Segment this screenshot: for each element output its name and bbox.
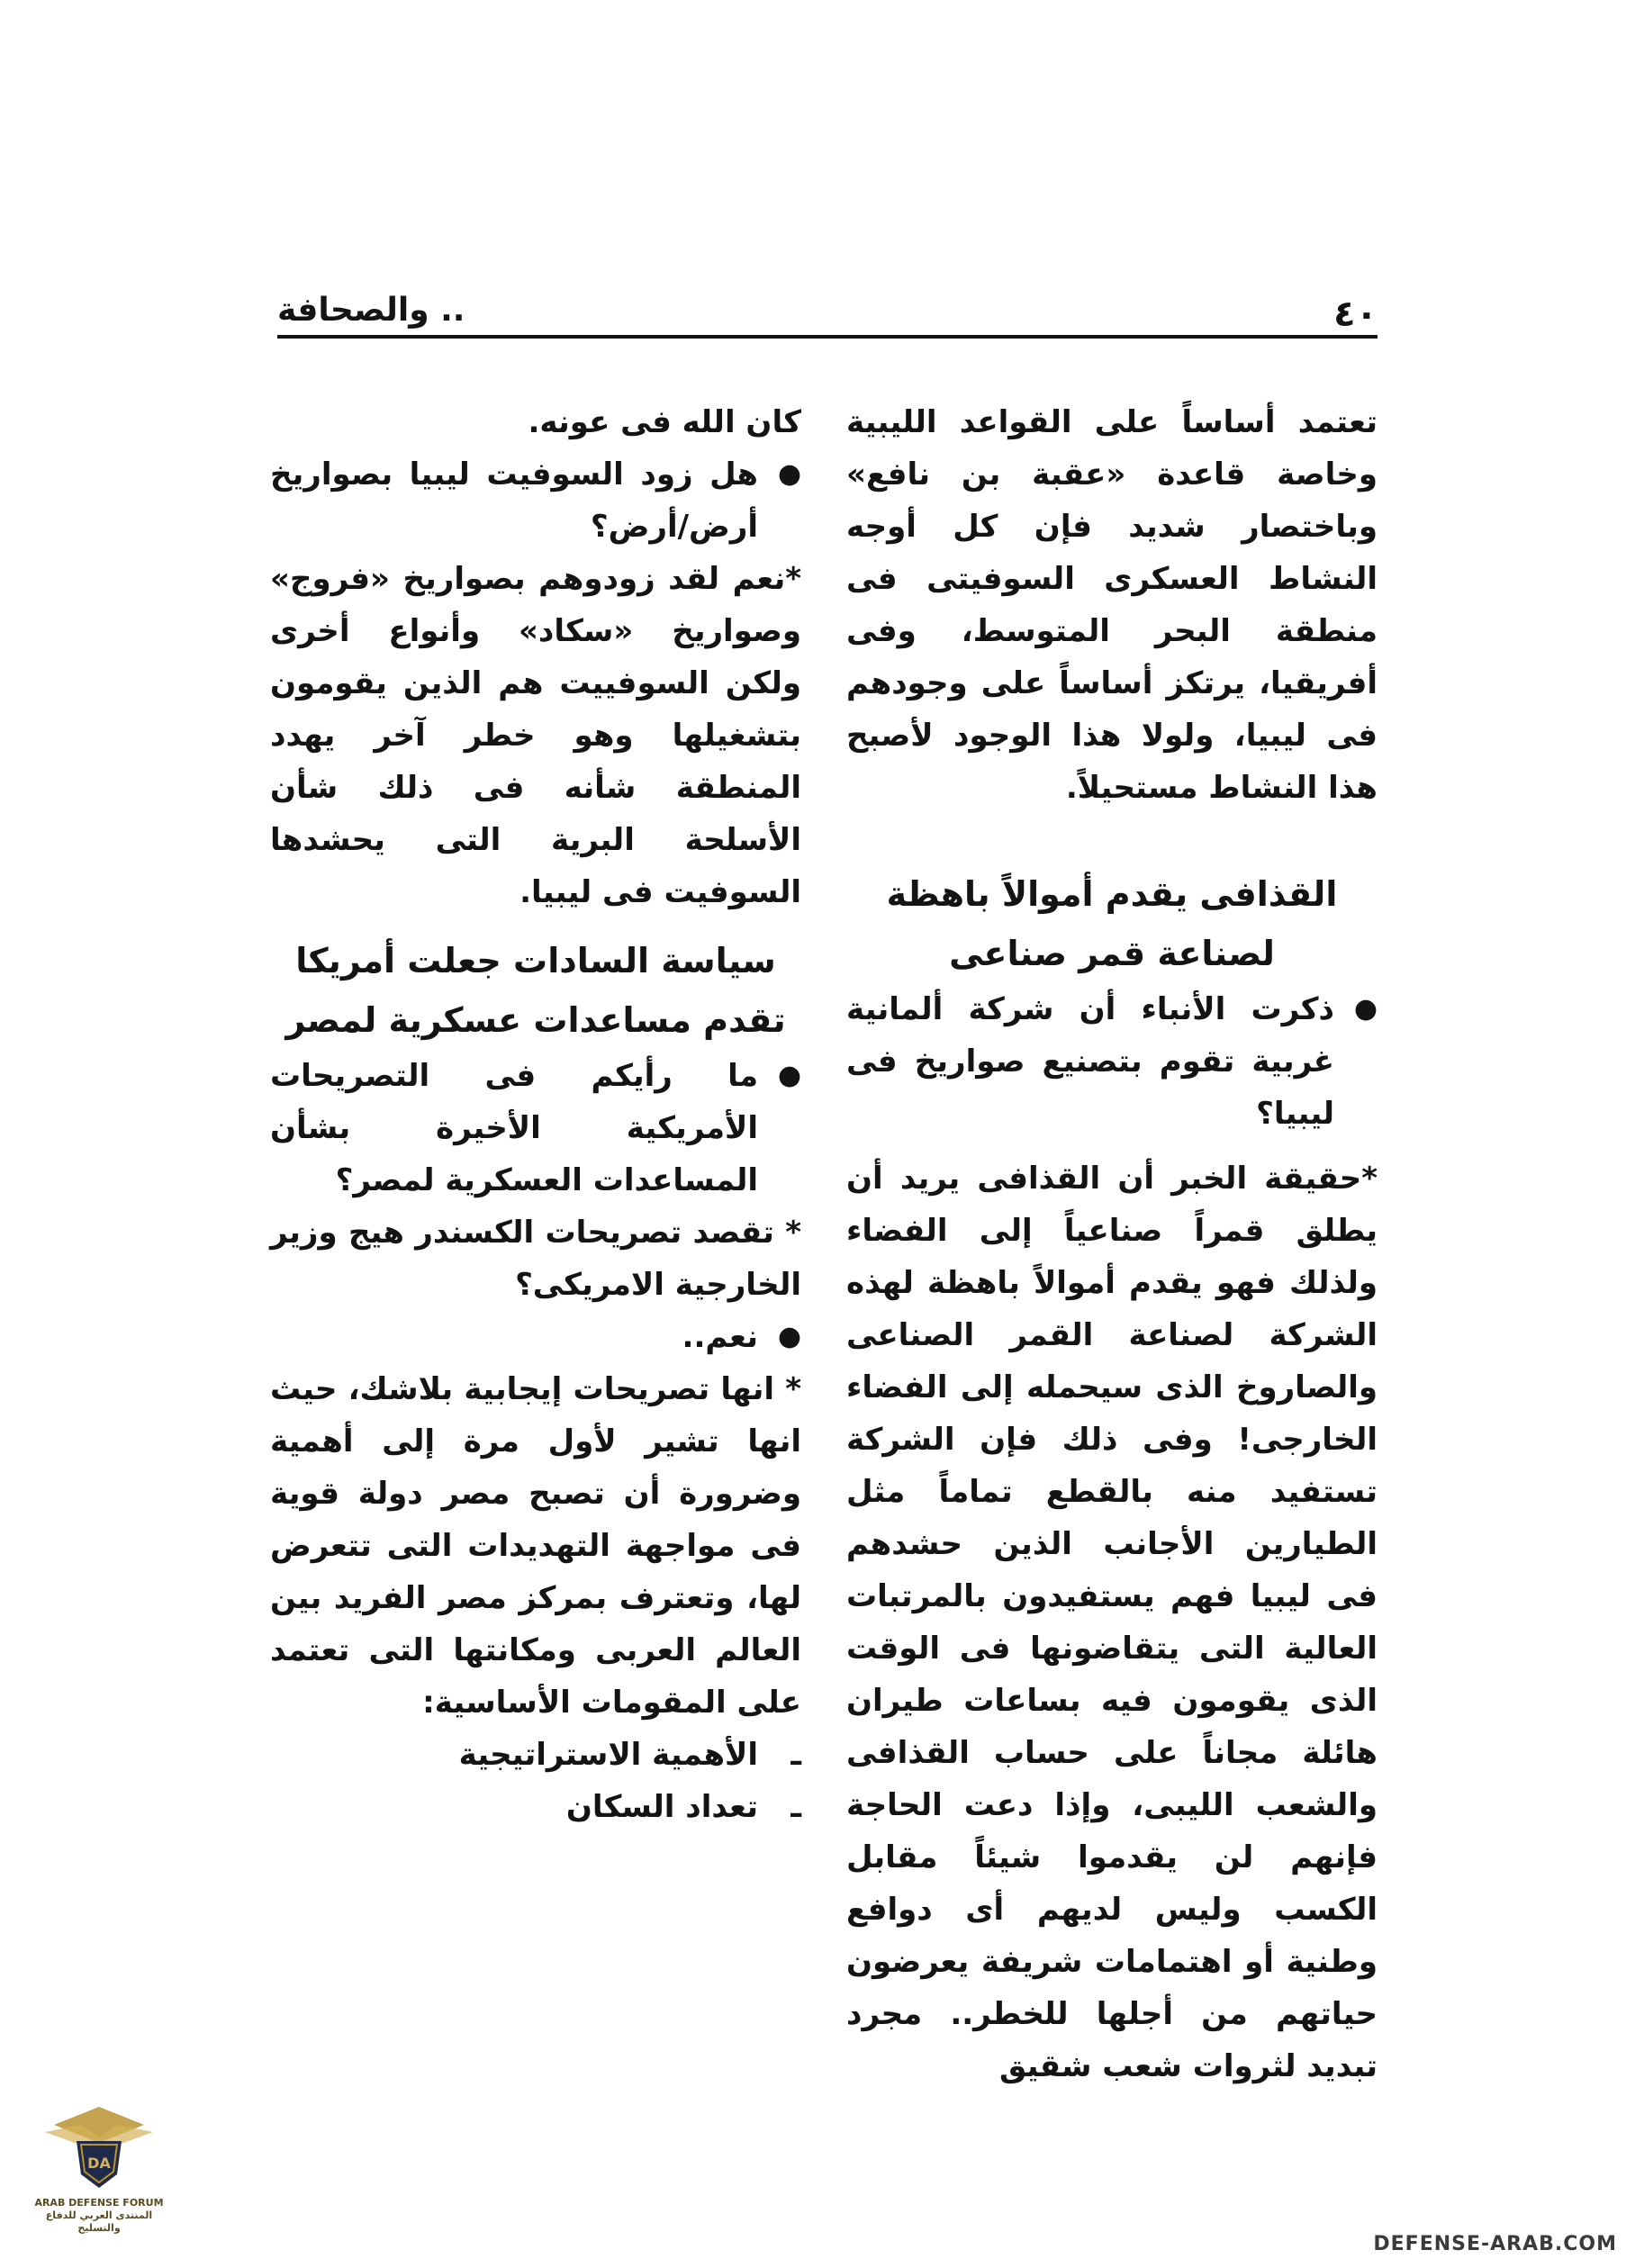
list-item bbox=[270, 1729, 801, 1781]
page-number: ٤٠ bbox=[1333, 294, 1378, 335]
left-question-1-text: هل زود السوفيت ليبيا بصواريخ أرض/أرض؟ bbox=[270, 456, 758, 545]
dash-marker: ـ bbox=[790, 1789, 801, 1825]
left-answer-3: * انها تصريحات إيجابية بلاشك، حيث انها تشير لأول مرة إلى أهمية وضرورة أن تصبح مصر دولة قوية فى مواجهة التهديدات التى تتعرض لها، وتعترف بمركز مصر الفريد بين العالم العربى ومكانتها التى تعتمد على المقومات الأساسية: bbox=[270, 1371, 801, 1721]
running-title: .. والصحافة bbox=[277, 292, 465, 329]
right-intro-paragraph: تعتمد أساساً على القواعد الليبية وخاصة قاعدة «عقبة بن نافع» وباختصار شديد فإن كل أوجه النشاط العسكرى السوفيتى فى منطقة البحر المتوسط، وفى أفريقيا، يرتكز أساساً على وجودهم فى ليبيا، ولولا هذا الوجود لأصبح هذا النشاط مستحيلاً. bbox=[846, 404, 1378, 806]
left-question-1 bbox=[270, 448, 801, 553]
left-answer-2: * تقصد تصريحات الكسندر هيج وزير الخارجية الامريكى؟ bbox=[270, 1215, 801, 1303]
left-question-2 bbox=[270, 1050, 801, 1206]
bullet-icon: ● bbox=[777, 1321, 801, 1352]
svg-text:DA: DA bbox=[87, 2155, 111, 2172]
watermark-line-ar: المنتدى العربي للدفاع والتسليح bbox=[45, 2209, 153, 2234]
list-item-text: الأهمية الاستراتيجية bbox=[458, 1737, 758, 1773]
list-item bbox=[270, 1781, 801, 1833]
left-intro-line: كان الله فى عونه. bbox=[528, 404, 801, 440]
left-section-heading: سياسة السادات جعلت أمريكا تقدم مساعدات عسكرية لمصر bbox=[285, 941, 786, 1040]
forum-watermark bbox=[27, 2098, 171, 2260]
list-item-text: تعداد السكان bbox=[565, 1789, 758, 1825]
right-column bbox=[846, 396, 1378, 2092]
left-column bbox=[270, 396, 801, 1833]
left-answer-1: *نعم لقد زودوهم بصواريخ «فروج» وصواريخ «سكاد» وأنواع أخرى ولكن السوفييت هم الذين يقومون بتشغيلها وهو خطر آخر يهدد المنطقة شأنه فى ذلك شأن الأسلحة البرية التى يحشدها السوفيت فى ليبيا. bbox=[270, 561, 801, 910]
left-question-3 bbox=[270, 1311, 801, 1363]
bullet-icon: ● bbox=[777, 458, 801, 490]
header-rule bbox=[277, 335, 1378, 339]
dash-marker: ـ bbox=[790, 1737, 801, 1773]
watermark-line-en: ARAB DEFENSE FORUM bbox=[34, 2197, 164, 2209]
left-question-3-text: نعم.. bbox=[682, 1319, 758, 1355]
bullet-icon: ● bbox=[1353, 993, 1378, 1025]
site-tag: DEFENSE-ARAB.COM bbox=[1373, 2233, 1617, 2255]
right-question bbox=[846, 983, 1378, 1140]
defense-forum-shield-icon bbox=[45, 2098, 153, 2197]
bullet-icon: ● bbox=[777, 1060, 801, 1091]
left-question-2-text: ما رأيكم فى التصريحات الأمريكية الأخيرة بشأن المساعدات العسكرية لمصر؟ bbox=[270, 1058, 758, 1198]
page-header bbox=[277, 286, 1378, 342]
right-answer-paragraph: *حقيقة الخبر أن القذافى يريد أن يطلق قمراً صناعياً إلى الفضاء ولذلك فهو يقدم أموالاً باهظة لهذه الشركة لصناعة القمر الصناعى والصاروخ الذى سيحمله إلى الفضاء الخارجى! وفى ذلك فإن الشركة تستفيد منه بالقطع تماماً مثل الطيارين الأجانب الذين حشدهم فى ليبيا فهم يستفيدون بالمرتبات العالية التى يتقاضونها فى الوقت الذى يقومون فيه بساعات طيران هائلة مجاناً على حساب القذافى والشعب الليبى، وإذا دعت الحاجة فإنهم لن يقدموا شيئاً مقابل الكسب وليس لديهم أى دوافع وطنية أو اهتمامات شريفة يعرضون حياتهم من أجلها للخطر.. مجرد تبديد لثروات شعب شقيق bbox=[846, 1161, 1378, 2084]
right-question-text: ذكرت الأنباء أن شركة ألمانية غربية تقوم بتصنيع صواريخ فى ليبيا؟ bbox=[846, 991, 1334, 1132]
right-section-heading: القذافى يقدم أموالاً باهظة لصناعة قمر صناعى bbox=[886, 874, 1338, 973]
